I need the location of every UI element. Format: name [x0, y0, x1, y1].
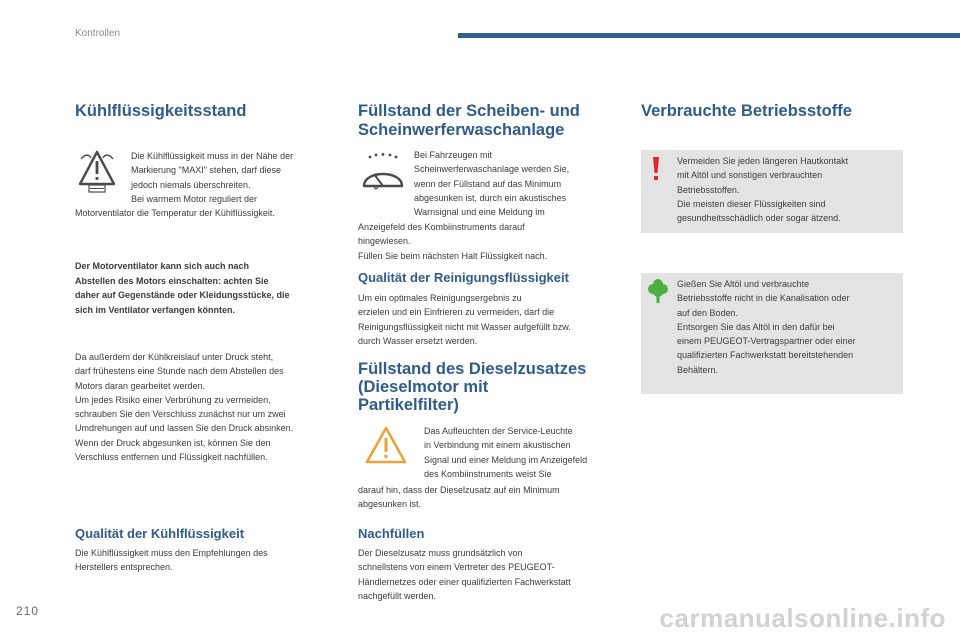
disposal-box — [641, 273, 903, 394]
washer-level-heading: Füllstand der Scheiben- und Scheinwerferwaschanlage — [358, 102, 580, 139]
header-bar — [458, 33, 960, 38]
washer-para-indented: Bei Fahrzeugen mit Scheinwerferwaschanlage werden Sie, wenn der Füllstand auf das Minimum abgesunken ist, durch ein akustisches Warnsignal und eine Meldung im — [414, 150, 570, 218]
cleaning-quality-heading: Qualität der Reinigungsflüssigkeit — [358, 270, 569, 285]
fan-warning-text: Der Motorventilator kann sich auch nach Abstellen des Motors einschalten: achten Sie daher auf Gegenstände oder Kleidungsstücke, die sich im Ventilator verfangen könnten. — [75, 261, 290, 315]
diesel-para-indented: Das Aufleuchten der Service-Leuchte in Verbindung mit einem akustischen Signal und einer Meldung im Anzeigefeld des Kombiinstruments weist Sie — [424, 426, 588, 479]
exclamation-icon — [651, 156, 661, 182]
used-fluids-heading: Verbrauchte Betriebsstoffe — [641, 102, 852, 120]
coolant-quality-heading: Qualität der Kühlflüssigkeit — [75, 526, 245, 541]
washer-fluid-icon — [360, 152, 406, 194]
coolant-para1: Die Kühlflüssigkeit muss in der Nähe der Markierung "MAXI" stehen, darf diese jedoch niemals überschreiten. Bei warmem Motor reguliert der — [131, 151, 294, 204]
refill-text: Der Dieselzusatz muss grundsätzlich von schnellstens von einem Vertreter des PEUGEOT- Händlernetzes oder einer qualifizierten Fachwerkstatt nachgefüllt werden. — [358, 548, 571, 601]
coolant-warning-icon — [77, 148, 117, 194]
skin-contact-text: Vermeiden Sie jeden längeren Hautkontakt mit Altöl und sonstigen verbrauchten Betriebsstoffen. Die meisten dieser Flüssigkeiten sind gesundheitsschädlich oder sogar ätzend. — [677, 156, 849, 224]
warning-triangle-icon — [364, 425, 408, 465]
coolant-para1-cont: Motorventilator die Temperatur der Kühlflüssigkeit. — [75, 208, 275, 218]
eco-tree-icon — [647, 278, 669, 304]
pressure-paragraph: Da außerdem der Kühlkreislauf unter Druck steht, darf frühestens eine Stunde nach dem Abstellen des Motors daran gearbeitet werden. Um jedes Risiko einer Verbrühung zu vermeiden, schrauben Sie den Verschluss zunächst nur um zwei Umdrehungen auf und lassen Sie den Druck absinken. Wenn der Druck abgesunken ist, können Sie den Verschluss entfernen und Flüssigkeit nachfüllen. — [75, 352, 294, 463]
diesel-additive-heading: Füllstand des Dieselzusatzes (Dieselmotor mit Partikelfilter) — [358, 360, 587, 414]
watermark: carmanualsonline.info — [659, 603, 946, 633]
section-title: Kontrollen — [75, 28, 121, 39]
coolant-quality-text: Die Kühlflüssigkeit muss den Empfehlungen des Herstellers entsprechen. — [75, 548, 268, 573]
coolant-level-heading: Kühlflüssigkeitsstand — [75, 102, 247, 120]
page-number: 210 — [16, 604, 40, 618]
washer-para-full: Anzeigefeld des Kombiinstruments darauf hingewiesen. Füllen Sie beim nächsten Halt Flüssigkeit nach. — [358, 222, 548, 261]
diesel-para-full: darauf hin, dass der Dieselzusatz auf ein Minimum abgesunken ist. — [358, 485, 560, 510]
refill-heading: Nachfüllen — [358, 526, 425, 541]
disposal-text: Gießen Sie Altöl und verbrauchte Betriebsstoffe nicht in die Kanalisation oder auf den Boden. Entsorgen Sie das Altöl in den dafür bei einem PEUGEOT-Vertragspartner oder einer qualifizierten Fachwerkstatt bereitstehenden Behältern. — [677, 279, 856, 375]
skin-contact-warning-box — [641, 150, 903, 233]
cleaning-quality-text: Um ein optimales Reinigungsergebnis zu erzielen und ein Einfrieren zu vermeiden, darf die Reinigungsflüssigkeit nicht mit Wasser aufgefüllt bzw. durch Wasser ersetzt werden. — [358, 293, 571, 346]
